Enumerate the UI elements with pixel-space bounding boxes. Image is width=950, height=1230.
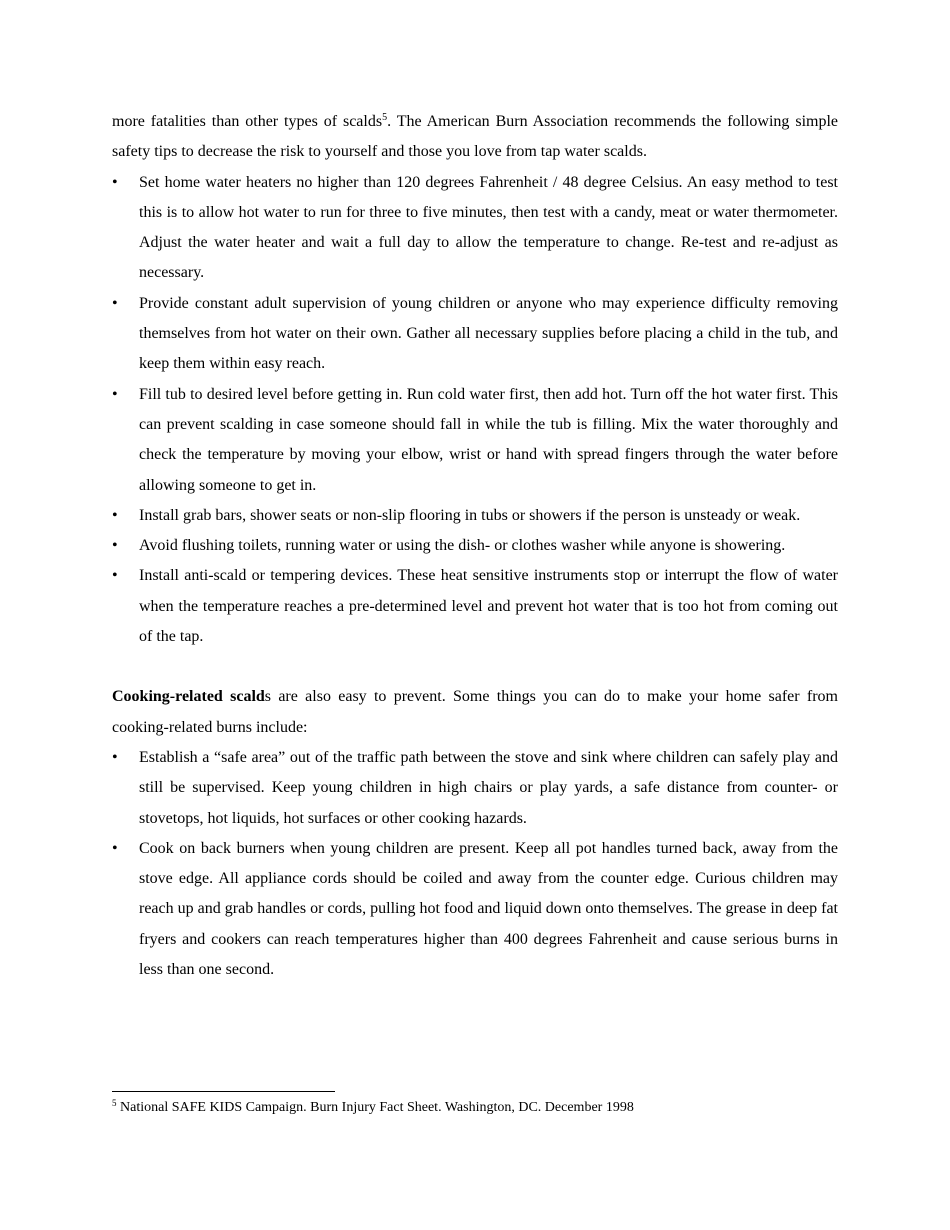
footnote-reference: 5 xyxy=(382,112,388,123)
footnote-divider xyxy=(112,1091,335,1092)
footnote-number: 5 xyxy=(112,1098,117,1108)
list-item: • Install anti-scald or tempering devices. These heat sensitive instruments stop or interrupt the flow of water when the temperature reaches a pre-determined level and prevent hot water that is too hot from coming out of the tap. xyxy=(112,561,838,652)
footnote-text: National SAFE KIDS Campaign. Burn Injury Fact Sheet. Washington, DC. December 1998 xyxy=(116,1100,634,1115)
list-item: • Avoid flushing toilets, running water or using the dish- or clothes washer while anyone is showering. xyxy=(112,531,838,561)
list-item: • Fill tub to desired level before getting in. Run cold water first, then add hot. Turn off the hot water first. This can prevent scalding in case someone should fall in while the tub is filling. Mix the water thoroughly and check the temperature by moving your elbow, wrist or hand with spread fingers through the water before allowing someone to get in. xyxy=(112,380,838,501)
cooking-paragraph xyxy=(112,682,838,743)
page-body xyxy=(112,107,838,985)
intro-text-continued: . The American Burn Association recommends the following simple safety tips to decrease the risk to yourself and those you love from tap water scalds. xyxy=(112,113,839,161)
list-item: • Provide constant adult supervision of young children or anyone who may experience difficulty removing themselves from hot water on their own. Gather all necessary supplies before placing a child in the tub, and keep them within easy reach. xyxy=(112,289,838,380)
intro-paragraph xyxy=(112,107,838,168)
list-item: • Cook on back burners when young children are present. Keep all pot handles turned back, away from the stove edge. All appliance cords should be coiled and away from the counter edge. Curious children may reach up and grab handles or cords, pulling hot food and liquid down onto themselves. The grease in deep fat fryers and cookers can reach temperatures higher than 400 degrees Fahrenheit and cause serious burns in less than one second. xyxy=(112,834,838,985)
intro-text: more fatalities than other types of scalds xyxy=(112,113,383,130)
list-item: • Establish a “safe area” out of the traffic path between the stove and sink where children can safely play and still be supervised. Keep young children in high chairs or play yards, a safe distance from counter- or stovetops, hot liquids, hot surfaces or other cooking hazards. xyxy=(112,743,838,834)
list-item: • Set home water heaters no higher than 120 degrees Fahrenheit / 48 degree Celsius. An easy method to test this is to allow hot water to run for three to five minutes, then test with a candy, meat or water thermometer. Adjust the water heater and wait a full day to allow the temperature to change. Re-test and re-adjust as necessary. xyxy=(112,168,838,289)
cooking-text: s are also easy to prevent. Some things you can do to make your home safer from cooking-related burns include: xyxy=(112,688,838,736)
tap-water-tips-list xyxy=(112,168,838,653)
cooking-tips-list xyxy=(112,743,838,985)
cooking-bold-lead: Cooking-related scald xyxy=(112,688,265,706)
list-item: • Install grab bars, shower seats or non-slip flooring in tubs or showers if the person is unsteady or weak. xyxy=(112,501,838,531)
footnote xyxy=(112,1099,838,1117)
